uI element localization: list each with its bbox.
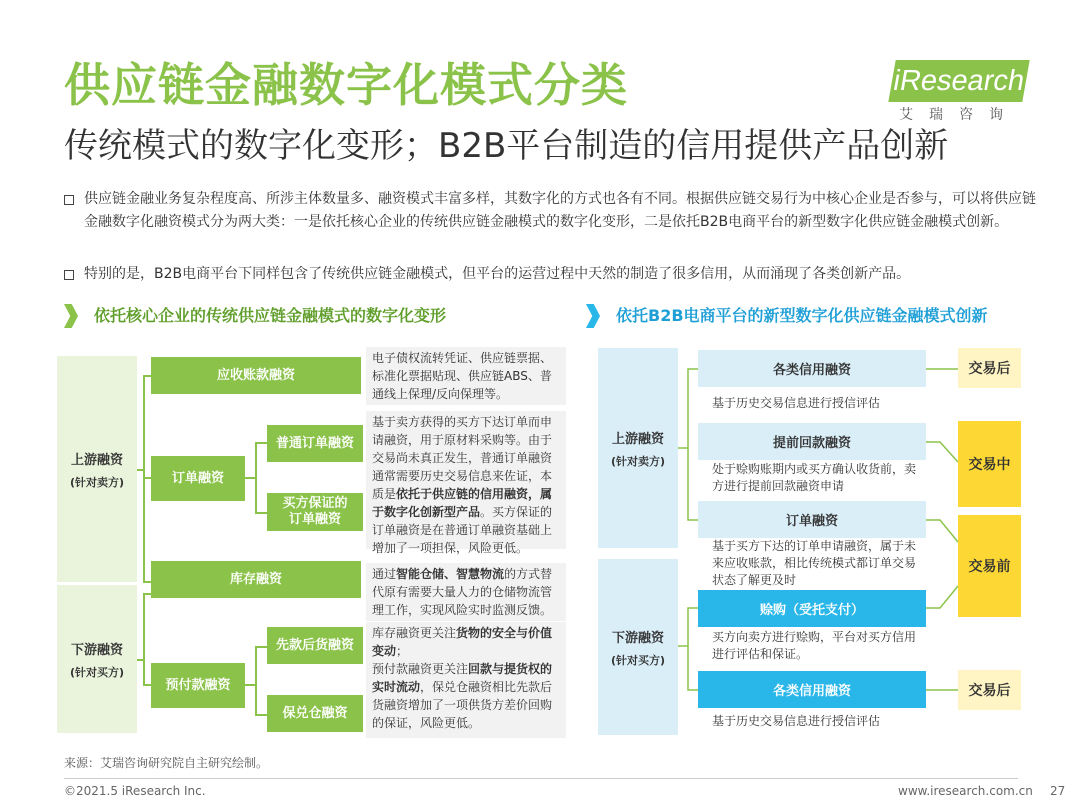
bullet-1 — [64, 188, 1044, 234]
receivables-desc: 电子债权流转凭证、供应链票据、标准化票据贴现、供应链ABS、普通线上保理/反向保理等。 — [366, 347, 566, 405]
credit-purchase-box: 赊购（受托支付） — [698, 590, 926, 627]
prepay-desc-text: 预付款融资更关注 — [372, 662, 469, 676]
page-subtitle: 传统模式的数字化变形；B2B平台制造的信用提供产品创新 — [64, 126, 949, 166]
downstream-label: 下游融资 — [70, 642, 123, 658]
order-financing-right-desc: 基于买方下达的订单申请融资，属于未来应收账款，相比传统模式都订单交易状态了解更及时 — [712, 539, 917, 587]
stage-after-top: 交易后 — [958, 348, 1021, 388]
bullet-2 — [64, 263, 1044, 286]
iresearch-logo: iResearch — [888, 60, 1029, 102]
warehouse-financing-box: 保兑仓融资 — [267, 695, 363, 732]
chevron-right-icon — [64, 304, 78, 328]
connector-line — [137, 469, 145, 471]
footer-divider — [64, 778, 1018, 779]
downstream-sub: (针对买方) — [69, 665, 125, 679]
inventory-desc-text: 的方式替代原有需要大量人力的仓储物流管理工作，实现风险实时监测反馈。 — [372, 567, 553, 617]
bullet-square-icon — [64, 270, 74, 280]
inventory-desc-highlight: 智能仓储、智慧物流 — [396, 567, 505, 581]
connector-line — [143, 593, 151, 595]
credit-financing-bottom-desc: 基于历史交易信息进行授信评估 — [712, 714, 881, 728]
right-section-heading: 依托B2B电商平台的新型数字化供应链金融模式创新 — [616, 306, 988, 325]
downstream-label: 下游融资 — [611, 630, 664, 646]
order-desc-highlight: 依托于供应链的信用融资，属于数字化创新型产品 — [372, 487, 553, 519]
inventory-financing-box: 库存融资 — [151, 561, 361, 598]
connector-line — [255, 646, 257, 716]
connector-line — [143, 477, 151, 479]
credit-financing-top-box: 各类信用融资 — [698, 350, 926, 387]
downstream-sub: (针对买方) — [610, 653, 666, 667]
connector-line — [245, 477, 257, 479]
copyright: ©2021.5 iResearch Inc. — [64, 784, 206, 798]
bullet-square-icon — [64, 195, 74, 205]
right-upstream-label — [598, 348, 678, 548]
upstream-sub: (针对卖方) — [69, 475, 125, 489]
prepay-desc-text: ，保兑仓融资相比先款后货融资增加了一项供货方差价回购的保证，风险更低。 — [372, 680, 553, 730]
connector-line — [245, 684, 257, 686]
page-number: 27 — [1050, 784, 1066, 798]
website-link[interactable]: www.iresearch.com.cn — [898, 784, 1033, 798]
iresearch-logo-cn: 艾瑞咨询 — [899, 107, 1019, 123]
early-payment-financing-desc: 处于赊购账期内或买方确认收货前，卖方进行提前回款融资申请 — [712, 462, 917, 493]
connector-line — [143, 581, 151, 583]
connector-line — [143, 375, 145, 583]
prepay-desc-highlight: 回款与提货权的实时流动 — [372, 662, 553, 694]
page-title: 供应链金融数字化模式分类 — [64, 58, 628, 112]
inventory-desc-text: 通过 — [372, 567, 397, 581]
inventory-desc — [366, 563, 566, 621]
right-downstream-label — [598, 559, 678, 735]
connector-line — [255, 646, 267, 648]
left-section-heading: 依托核心企业的传统供应链金融模式的数字化变形 — [94, 306, 447, 325]
order-desc-text: 。买方保证的订单融资是在普通订单融资基础上增加了一项担保，风险更低。 — [372, 505, 553, 555]
stage-after-bottom: 交易后 — [958, 670, 1021, 710]
connector-line — [255, 442, 267, 444]
connector-line — [255, 714, 267, 716]
upstream-label: 上游融资 — [611, 431, 664, 447]
normal-order-financing-box: 普通订单融资 — [267, 425, 363, 462]
upstream-sub: (针对卖方) — [610, 454, 666, 468]
order-financing-right-box: 订单融资 — [698, 501, 926, 538]
prepay-desc-highlight: 货物的安全与价值变动 — [372, 626, 553, 658]
stage-during: 交易中 — [958, 421, 1021, 507]
connector-line — [143, 684, 151, 686]
stage-before: 交易前 — [958, 515, 1021, 617]
upstream-label: 上游融资 — [70, 452, 123, 468]
order-financing-box: 订单融资 — [151, 456, 245, 501]
connector-line — [137, 659, 145, 661]
prepayment-desc — [366, 622, 566, 738]
receivables-financing-box: 应收账款融资 — [151, 357, 361, 394]
credit-purchase-desc: 买方向卖方进行赊购，平台对买方信用进行评估和保证。 — [712, 630, 917, 661]
source-note: 来源：艾瑞咨询研究院自主研究绘制。 — [64, 756, 269, 770]
prepay-desc-text: ； — [396, 644, 409, 658]
early-payment-financing-box: 提前回款融资 — [698, 423, 926, 460]
left-upstream-label — [57, 356, 137, 582]
connector-line — [255, 512, 267, 514]
credit-financing-bottom-box: 各类信用融资 — [698, 671, 926, 708]
pay-first-financing-box: 先款后货融资 — [267, 627, 363, 664]
credit-financing-top-desc: 基于历史交易信息进行授信评估 — [712, 396, 881, 410]
bullet-text: 供应链金融业务复杂程度高、所涉主体数量多、融资模式丰富多样，其数字化的方式也各有不同。根据供应链交易行为中核心企业是否参与，可以将供应链金融数字化融资模式分为两大类：一是依托核心企业的传统供应链金融模式的数字化变形，二是依托B2B电商平台的新型数字化供应链金融模式创新。 — [84, 191, 1036, 230]
chevron-right-icon — [586, 304, 600, 328]
bullet-text: 特别的是，B2B电商平台下同样包含了传统供应链金融模式，但平台的运营过程中天然的制造了很多信用，从而涌现了各类创新产品。 — [84, 266, 911, 282]
connector-line — [143, 375, 151, 377]
order-desc-text: 基于卖方获得的买方下达订单而申请融资，用于原材料采购等。由于交易尚未真正发生，普通订单融资通常需要历史交易信息来佐证，本质是 — [372, 415, 553, 501]
prepay-desc-text: 库存融资更关注 — [372, 626, 457, 640]
prepayment-financing-box: 预付款融资 — [151, 663, 245, 708]
guaranteed-order-financing-box: 买方保证的订单融资 — [267, 493, 363, 531]
connector-line — [143, 593, 145, 685]
left-downstream-label — [57, 585, 137, 733]
order-desc — [366, 411, 566, 555]
